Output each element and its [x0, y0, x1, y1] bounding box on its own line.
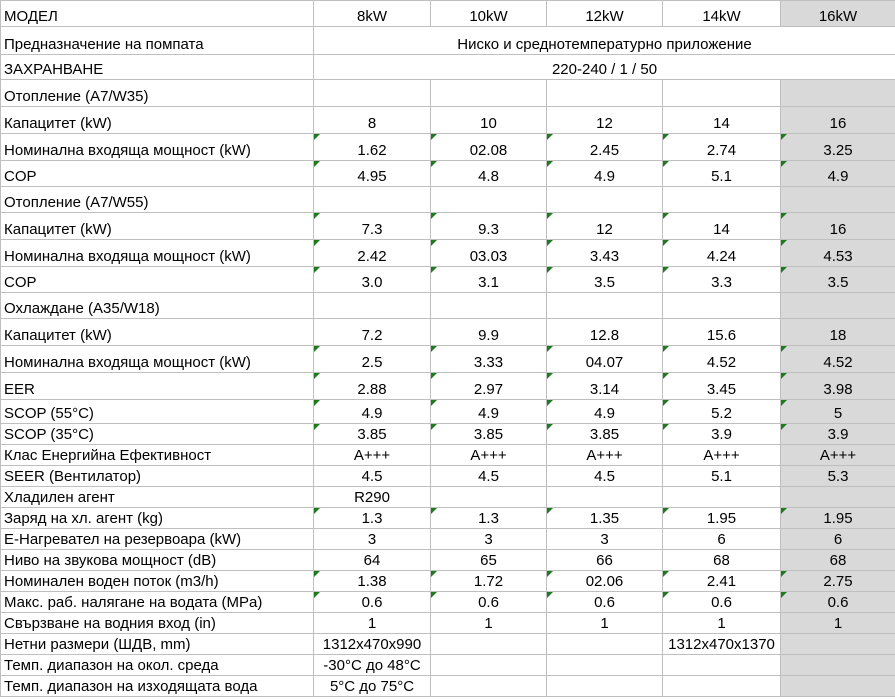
value-cell	[431, 676, 547, 697]
value-cell: 8	[314, 107, 431, 134]
row-label: Капацитет (kW)	[1, 213, 314, 240]
value-cell: 5.3	[781, 466, 895, 487]
value-cell	[547, 487, 663, 508]
table-row	[1, 267, 895, 293]
value-cell: 2.75	[781, 571, 895, 592]
value-cell: A+++	[314, 445, 431, 466]
row-label: Нетни размери (ШДВ, mm)	[1, 634, 314, 655]
table-row	[1, 107, 895, 134]
table-row	[1, 571, 895, 592]
empty-cell	[781, 80, 895, 107]
table-row	[1, 676, 895, 697]
value-cell: 4.53	[781, 240, 895, 267]
value-cell: 12.8	[547, 319, 663, 346]
value-cell: 68	[781, 550, 895, 571]
empty-cell	[663, 80, 781, 107]
value-cell: 3.0	[314, 267, 431, 293]
value-cell: 3.45	[663, 373, 781, 400]
value-cell: 1.72	[431, 571, 547, 592]
value-cell: 0.6	[781, 592, 895, 613]
row-label: EER	[1, 373, 314, 400]
value-cell: 4.8	[431, 161, 547, 187]
empty-cell	[547, 293, 663, 319]
value-cell: 9.3	[431, 213, 547, 240]
row-label: SCOP (35°C)	[1, 424, 314, 445]
value-cell: 10	[431, 107, 547, 134]
value-cell: A+++	[431, 445, 547, 466]
value-cell: 5°C до 75°C	[314, 676, 431, 697]
value-cell: 1.3	[314, 508, 431, 529]
empty-cell	[663, 187, 781, 213]
value-cell: 4.5	[314, 466, 431, 487]
table-row	[1, 319, 895, 346]
value-cell: 3	[431, 529, 547, 550]
empty-cell	[431, 187, 547, 213]
value-cell	[663, 487, 781, 508]
value-cell: 4.95	[314, 161, 431, 187]
value-cell: 4.5	[431, 466, 547, 487]
table-row	[1, 424, 895, 445]
value-cell: -30°C до 48°C	[314, 655, 431, 676]
row-label: Капацитет (kW)	[1, 319, 314, 346]
empty-cell	[663, 293, 781, 319]
table-row	[1, 508, 895, 529]
value-cell: 2.74	[663, 134, 781, 161]
model-16kw-header: 16kW	[781, 1, 895, 27]
table-row	[1, 466, 895, 487]
empty-cell	[781, 293, 895, 319]
section-row	[1, 187, 895, 213]
value-cell: 68	[663, 550, 781, 571]
value-cell: 3.5	[547, 267, 663, 293]
row-label: ЗАХРАНВАНЕ	[1, 55, 314, 80]
value-cell: 4.9	[547, 400, 663, 424]
value-cell: 1.35	[547, 508, 663, 529]
row-label: COP	[1, 267, 314, 293]
value-cell	[781, 655, 895, 676]
value-cell: 3.9	[663, 424, 781, 445]
value-cell: 1	[781, 613, 895, 634]
row-label: Клас Енергийна Ефективност	[1, 445, 314, 466]
value-cell: 1.3	[431, 508, 547, 529]
value-cell: 4.52	[663, 346, 781, 373]
row-label: Заряд на хл. агент (kg)	[1, 508, 314, 529]
row-label: Ниво на звукова мощност (dB)	[1, 550, 314, 571]
value-cell	[781, 487, 895, 508]
value-cell: 65	[431, 550, 547, 571]
model-header-label: МОДЕЛ	[4, 8, 58, 25]
value-cell: 3.14	[547, 373, 663, 400]
model-10kw-header: 10kW	[431, 1, 547, 27]
empty-cell	[314, 293, 431, 319]
section-label: Охлаждане (A35/W18)	[1, 293, 314, 319]
row-label: Макс. раб. налягане на водата (MPa)	[1, 592, 314, 613]
value-cell: 18	[781, 319, 895, 346]
value-cell: 1312x470x990	[314, 634, 431, 655]
value-cell: 6	[663, 529, 781, 550]
value-cell: 64	[314, 550, 431, 571]
value-cell: 2.41	[663, 571, 781, 592]
table-row	[1, 400, 895, 424]
value-cell: 4.9	[431, 400, 547, 424]
section-label: Отопление (A7/W55)	[1, 187, 314, 213]
value-cell: 14	[663, 213, 781, 240]
value-cell: 1	[547, 613, 663, 634]
model-header-cell	[1, 1, 314, 27]
value-cell	[663, 676, 781, 697]
table-row	[1, 613, 895, 634]
value-cell: 7.2	[314, 319, 431, 346]
empty-cell	[547, 187, 663, 213]
row-label: SCOP (55°C)	[1, 400, 314, 424]
value-cell	[431, 487, 547, 508]
table-row	[1, 134, 895, 161]
value-cell: 5.1	[663, 466, 781, 487]
table-row	[1, 346, 895, 373]
empty-cell	[314, 80, 431, 107]
value-cell: 5.1	[663, 161, 781, 187]
value-cell: 4.9	[314, 400, 431, 424]
row-label: Темп. диапазон на окол. среда	[1, 655, 314, 676]
value-cell: 0.6	[547, 592, 663, 613]
value-cell: 14	[663, 107, 781, 134]
value-cell: 1	[314, 613, 431, 634]
value-cell: 6	[781, 529, 895, 550]
value-cell: 16	[781, 107, 895, 134]
value-cell	[431, 634, 547, 655]
empty-cell	[431, 80, 547, 107]
table-row	[1, 592, 895, 613]
value-cell: 12	[547, 213, 663, 240]
header-row	[1, 1, 895, 27]
value-cell	[547, 634, 663, 655]
table-row	[1, 634, 895, 655]
section-row	[1, 80, 895, 107]
table-row	[1, 550, 895, 571]
table-row	[1, 373, 895, 400]
table-row	[1, 55, 895, 80]
value-cell: 1.95	[663, 508, 781, 529]
row-label: Предназначение на помпата	[1, 27, 314, 55]
value-cell: 3.98	[781, 373, 895, 400]
table-row	[1, 213, 895, 240]
value-cell: 12	[547, 107, 663, 134]
section-label: Отопление (A7/W35)	[1, 80, 314, 107]
value-cell: 3.33	[431, 346, 547, 373]
row-label: Номинален воден поток (m3/h)	[1, 571, 314, 592]
row-label: Свързване на водния вход (in)	[1, 613, 314, 634]
value-cell	[663, 655, 781, 676]
section-row	[1, 293, 895, 319]
value-cell: 15.6	[663, 319, 781, 346]
value-cell: 03.03	[431, 240, 547, 267]
row-label: Номинална входяща мощност (kW)	[1, 134, 314, 161]
value-cell: 16	[781, 213, 895, 240]
value-cell: R290	[314, 487, 431, 508]
empty-cell	[431, 293, 547, 319]
model-8kw-header: 8kW	[314, 1, 431, 27]
model-14kw-header: 14kW	[663, 1, 781, 27]
row-label: Номинална входяща мощност (kW)	[1, 346, 314, 373]
value-cell: 4.9	[547, 161, 663, 187]
value-cell: 3.85	[547, 424, 663, 445]
value-cell	[781, 676, 895, 697]
table-row	[1, 27, 895, 55]
value-cell: 3.85	[431, 424, 547, 445]
value-cell: 9.9	[431, 319, 547, 346]
value-cell: 66	[547, 550, 663, 571]
value-cell: 1.62	[314, 134, 431, 161]
value-cell: 5.2	[663, 400, 781, 424]
value-cell: 4.5	[547, 466, 663, 487]
value-cell: 1312x470x1370	[663, 634, 781, 655]
value-cell: 3.43	[547, 240, 663, 267]
value-cell: 7.3	[314, 213, 431, 240]
value-cell: 3.1	[431, 267, 547, 293]
row-label: COP	[1, 161, 314, 187]
row-label: Темп. диапазон на изходящата вода	[1, 676, 314, 697]
value-cell: 3.3	[663, 267, 781, 293]
value-cell: 2.97	[431, 373, 547, 400]
value-cell	[781, 634, 895, 655]
value-cell: 1	[663, 613, 781, 634]
value-cell: 2.5	[314, 346, 431, 373]
empty-cell	[314, 187, 431, 213]
value-cell: A+++	[781, 445, 895, 466]
row-label: Капацитет (kW)	[1, 107, 314, 134]
table-row	[1, 529, 895, 550]
value-cell: 3	[314, 529, 431, 550]
value-cell: 02.08	[431, 134, 547, 161]
value-cell: 2.42	[314, 240, 431, 267]
model-12kw-header: 12kW	[547, 1, 663, 27]
empty-cell	[547, 80, 663, 107]
value-cell: 1	[431, 613, 547, 634]
value-cell	[547, 676, 663, 697]
empty-cell	[781, 187, 895, 213]
merged-value-cell: 220-240 / 1 / 50	[314, 55, 895, 80]
value-cell: A+++	[547, 445, 663, 466]
value-cell: 5	[781, 400, 895, 424]
table-row	[1, 487, 895, 508]
row-label: Номинална входяща мощност (kW)	[1, 240, 314, 267]
value-cell: 4.52	[781, 346, 895, 373]
value-cell: 0.6	[314, 592, 431, 613]
value-cell: 4.24	[663, 240, 781, 267]
value-cell: 0.6	[663, 592, 781, 613]
value-cell: A+++	[663, 445, 781, 466]
value-cell: 1.38	[314, 571, 431, 592]
value-cell: 1.95	[781, 508, 895, 529]
value-cell: 3	[547, 529, 663, 550]
row-label: SEER (Вентилатор)	[1, 466, 314, 487]
value-cell: 3.9	[781, 424, 895, 445]
value-cell	[547, 655, 663, 676]
table-row	[1, 655, 895, 676]
value-cell: 3.5	[781, 267, 895, 293]
value-cell	[431, 655, 547, 676]
merged-value-cell: Ниско и среднотемпературно приложение	[314, 27, 895, 55]
row-label: Хладилен агент	[1, 487, 314, 508]
value-cell: 3.25	[781, 134, 895, 161]
value-cell: 2.88	[314, 373, 431, 400]
value-cell: 3.85	[314, 424, 431, 445]
row-label: Е-Нагревател на резервоара (kW)	[1, 529, 314, 550]
value-cell: 0.6	[431, 592, 547, 613]
value-cell: 2.45	[547, 134, 663, 161]
value-cell: 4.9	[781, 161, 895, 187]
table-row	[1, 161, 895, 187]
value-cell: 04.07	[547, 346, 663, 373]
table-row	[1, 445, 895, 466]
value-cell: 02.06	[547, 571, 663, 592]
table-row	[1, 240, 895, 267]
